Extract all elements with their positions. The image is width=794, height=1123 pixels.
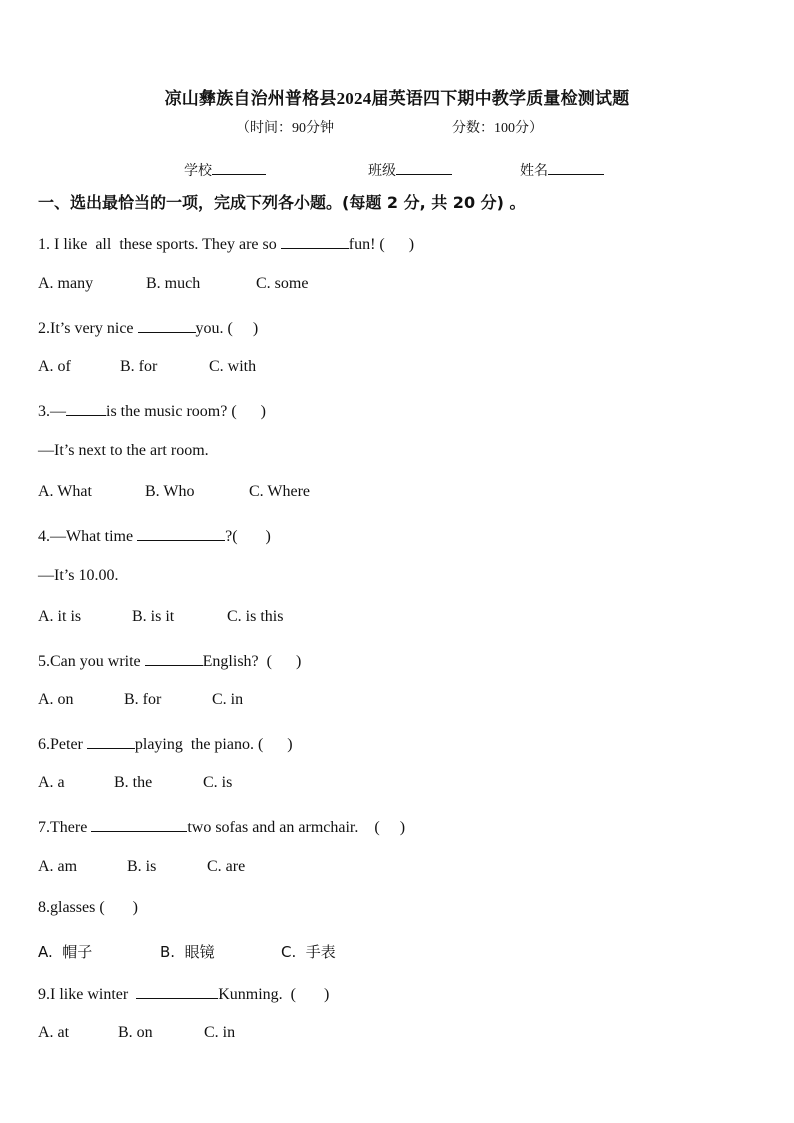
class-blank[interactable] <box>396 160 452 175</box>
question-6-text-before: 6.Peter <box>38 736 87 753</box>
time-limit: （时间：90分钟 <box>236 121 334 136</box>
question-6-option-c[interactable]: C. is <box>203 774 233 791</box>
question-1-option-c[interactable]: C. some <box>256 275 309 292</box>
question-5-text-before: 5.Can you write <box>38 653 145 670</box>
school-field <box>184 160 266 180</box>
question-4-option-b[interactable]: B. is it <box>132 608 175 625</box>
question-9-text-before: 9.I like winter <box>38 986 137 1003</box>
total-score: 分数：100分） <box>452 121 543 136</box>
question-4-text-before: 4.—What time <box>38 528 138 545</box>
question-1-text-before: 1. I like all these sports. They are so <box>38 236 281 253</box>
question-5-option-b[interactable]: B. for <box>124 691 162 708</box>
class-field <box>368 160 452 180</box>
question-1-option-b[interactable]: B. much <box>146 275 201 292</box>
question-8-option-c[interactable]: C. 手表 <box>281 943 336 961</box>
question-8-option-a[interactable]: A. 帽子 <box>38 943 93 961</box>
question-9-stem <box>38 983 329 1004</box>
question-7-blank <box>91 816 187 832</box>
section-1-heading: 一、选出最恰当的一项，完成下列各小题。(每题 2 分, 共 20 分) 。 <box>38 193 526 212</box>
school-blank[interactable] <box>212 160 266 175</box>
question-4-option-a[interactable]: A. it is <box>38 608 82 625</box>
question-9-text-after: Kunming. ( ) <box>218 986 330 1003</box>
question-7-option-c[interactable]: C. are <box>207 858 246 875</box>
question-4-answer-line: —It’s 10.00. <box>38 567 119 584</box>
question-2-stem <box>38 317 258 338</box>
question-8-option-b[interactable]: B. 眼镜 <box>160 943 215 961</box>
question-2-option-c[interactable]: C. with <box>209 358 257 375</box>
question-2-blank <box>138 317 196 333</box>
question-6-stem <box>38 733 293 754</box>
question-2-option-b[interactable]: B. for <box>120 358 158 375</box>
question-4-blank <box>137 525 225 541</box>
question-6-option-a[interactable]: A. a <box>38 774 65 791</box>
question-9-option-a[interactable]: A. at <box>38 1024 70 1041</box>
school-label: 学校 <box>184 164 212 179</box>
question-5-option-a[interactable]: A. on <box>38 691 74 708</box>
question-4-text-after: ?( ) <box>225 528 271 545</box>
class-label: 班级 <box>368 164 396 179</box>
question-4-option-c[interactable]: C. is this <box>227 608 284 625</box>
question-7-stem <box>38 816 405 837</box>
question-5-text-after: English? ( ) <box>202 653 302 670</box>
question-9-blank <box>136 983 218 999</box>
question-9-option-b[interactable]: B. on <box>118 1024 153 1041</box>
question-1-stem <box>38 233 414 254</box>
question-3-option-a[interactable]: A. What <box>38 483 92 500</box>
question-7-option-b[interactable]: B. is <box>127 858 157 875</box>
question-3-text-before: 3.— <box>38 403 66 420</box>
question-1-blank <box>281 233 349 249</box>
question-5-blank <box>145 650 203 666</box>
question-4-stem <box>38 525 271 546</box>
question-1-text-after: fun! ( ) <box>348 236 415 253</box>
question-6-option-b[interactable]: B. the <box>114 774 153 791</box>
question-9-option-c[interactable]: C. in <box>204 1024 236 1041</box>
question-1-option-a[interactable]: A. many <box>38 275 94 292</box>
question-8-stem: 8.glasses ( ) <box>38 899 138 916</box>
question-5-stem <box>38 650 301 671</box>
question-3-stem <box>38 400 266 421</box>
question-2-option-a[interactable]: A. of <box>38 358 71 375</box>
question-3-blank <box>66 400 106 416</box>
name-label: 姓名 <box>520 164 548 179</box>
question-3-option-b[interactable]: B. Who <box>145 483 195 500</box>
question-3-text-after: is the music room? ( ) <box>106 403 266 420</box>
question-3-answer-line: —It’s next to the art room. <box>38 442 209 459</box>
question-6-text-after: playing the piano. ( ) <box>134 736 293 753</box>
exam-title: 凉山彝族自治州普格县2024届英语四下期中教学质量检测试题 <box>164 89 630 108</box>
question-7-text-after: two sofas and an armchair. ( ) <box>187 819 406 836</box>
question-5-option-c[interactable]: C. in <box>212 691 244 708</box>
name-blank[interactable] <box>548 160 604 175</box>
question-7-option-a[interactable]: A. am <box>38 858 78 875</box>
question-7-text-before: 7.There <box>38 819 92 836</box>
question-6-blank <box>87 733 135 749</box>
question-2-text-before: 2.It’s very nice <box>38 320 138 337</box>
question-3-option-c[interactable]: C. Where <box>249 483 311 500</box>
question-2-text-after: you. ( ) <box>195 320 259 337</box>
name-field <box>520 160 604 180</box>
